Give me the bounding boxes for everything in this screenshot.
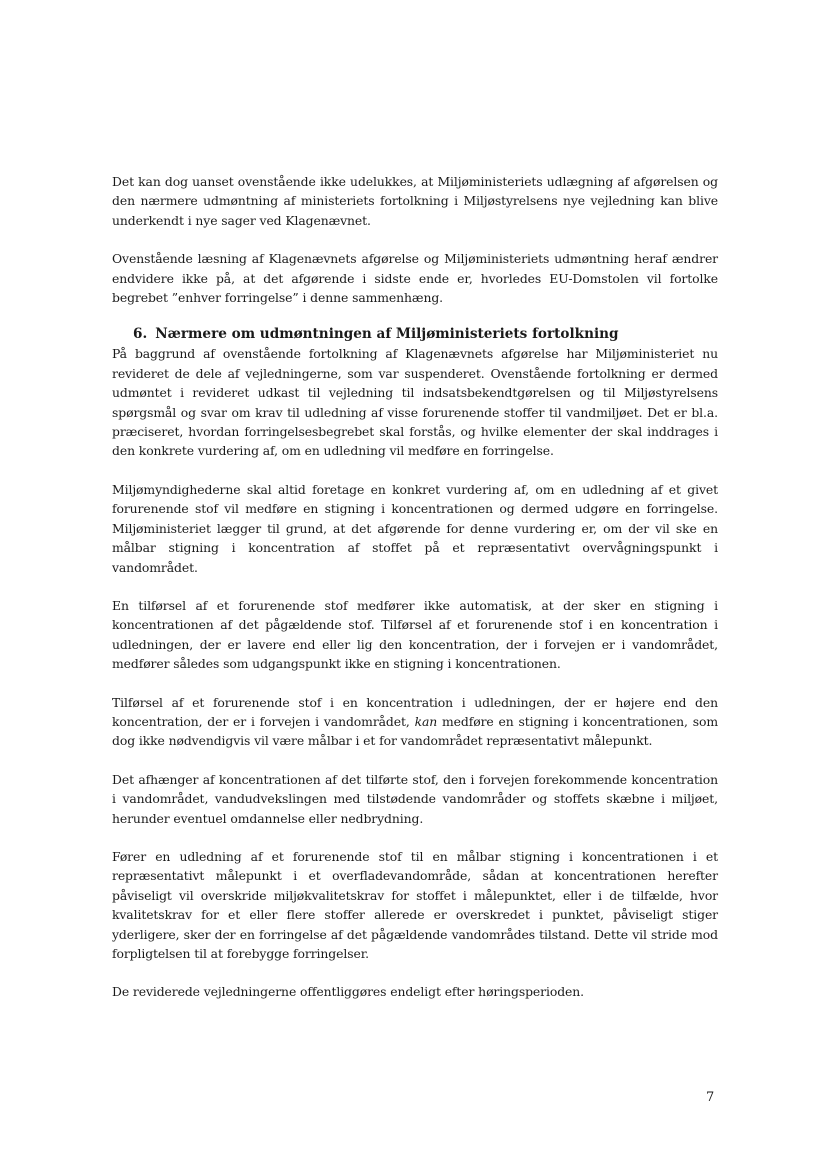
paragraph: De reviderede vejledningerne offentliggøres endeligt efter høringsperioden. — [112, 984, 584, 1000]
paragraph: På baggrund af ovenstående fortolkning af Klagenævnets afgørelse har Miljøministeriet nu revideret de dele af vejledningerne, som var suspenderet. Ovenstående fortolkning er dermed udmøntet i revideret udkast til vejledning til indsatsbekendtgørelsen og til Miljøstyrelsens spørgsmål og svar om krav til udledning af visse forurenende stoffer til vandmiljøet. Det er bl.a. præciseret, hvordan forringelsesbegrebet skal forstås, og hvilke elementer der skal inddrages i den konkrete vurdering af, om en udledning vil medføre en forringelse. — [112, 346, 718, 459]
paragraph: Miljømyndighederne skal altid foretage en konkret vurdering af, om en udledning af et givet forurenende stof vil medføre en stigning i koncentrationen og dermed udgøre en forringelse. Miljøministeriet lægger til grund, at det afgørende for denne vurdering er, om der vil ske en målbar stigning i koncentration af stoffet på et repræsentativt overvågningspunkt i vandområdet. — [112, 481, 718, 575]
section-number: 6. — [133, 326, 148, 343]
section-title: Nærmere om udmøntningen af Miljøministeriets fortolkning — [155, 326, 619, 343]
paragraph-text: Tilførsel af et forurenende stof i en koncentration i udledningen, der er højere end den koncentration, der er i forvejen i vandområdet, — [112, 694, 718, 729]
paragraph: Fører en udledning af et forurenende stof til en målbar stigning i koncentrationen i et repræsentativt målepunkt i et overfladevandområde, sådan at koncentrationen herefter påviseligt vil overskride miljøkvalitetskrav for stoffet i målepunktet, eller i de tilfælde, hvor kvalitetskrav for et eller flere stoffer allerede er overskredet i punktet, påviseligt stiger yderligere, sker der en forringelse af det pågældende vandområdes tilstand. Dette vil stride mod forpligtelsen til at forebygge forringelser. — [112, 848, 718, 961]
paragraph: Det kan dog uanset ovenstående ikke udelukkes, at Miljøministeriets udlægning af afgørelsen og den nærmere udmøntning af ministeriets fortolkning i Miljøstyrelsens nye vejledning kan blive underkendt i nye sager ved Klagenævnet. — [112, 174, 718, 228]
paragraph — [112, 693, 718, 751]
paragraph: Det afhænger af koncentrationen af det tilførte stof, den i forvejen forekommende koncentration i vandområdet, vandudvekslingen med tilstødende vandområder og stoffets skæbne i miljøet, herunder eventuel omdannelse eller nedbrydning. — [112, 771, 718, 826]
document-body — [112, 172, 718, 1002]
paragraph: Ovenstående læsning af Klagenævnets afgørelse og Miljøministeriets udmøntning heraf ændrer endvidere ikke på, at det afgørende i sidste ende er, hvorledes EU-Domstolen vil fortolke begrebet ”enhver forringelse” i denne sammenhæng. — [112, 251, 718, 306]
paragraph-text: medføre en stigning i koncentrationen, som dog ikke nødvendigvis vil være målbar i et for vandområdet repræsentativt målepunkt. — [112, 713, 718, 749]
section-heading — [112, 325, 718, 344]
paragraph: En tilførsel af et forurenende stof medfører ikke automatisk, at der sker en stigning i koncentrationen af det pågældende stof. Tilførsel af et forurenende stof i en koncentration i udledningen, der er lavere end eller lig den koncentration, der i forvejen er i vandområdet, medfører således som udgangspunkt ikke en stigning i koncentrationen. — [112, 597, 718, 672]
emphasized-word: kan — [414, 713, 438, 729]
page-number: 7 — [706, 1090, 715, 1105]
